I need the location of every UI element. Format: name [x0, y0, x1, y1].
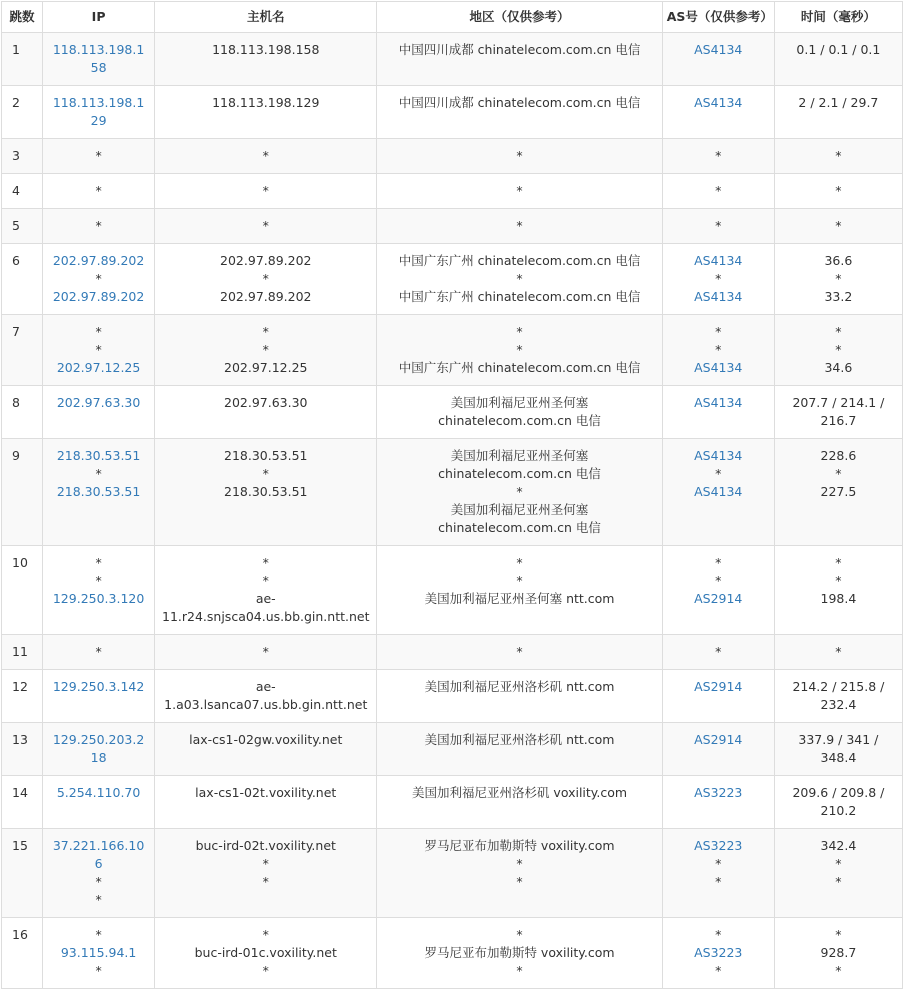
location-cell: [377, 33, 662, 86]
ip-value: *: [95, 218, 102, 233]
loc-value: *: [516, 856, 523, 871]
ip-value: *: [95, 555, 102, 570]
table-row: [2, 918, 903, 989]
ip-cell: [43, 546, 155, 635]
header-ip: IP: [43, 2, 155, 33]
as-cell: [662, 723, 774, 776]
location-cell: [377, 918, 662, 989]
host-value: *: [262, 218, 269, 233]
as-link[interactable]: AS4134: [694, 95, 743, 110]
time-value: 337.9 / 341 / 348.4: [798, 732, 879, 765]
table-row: [2, 635, 903, 670]
ip-value: *: [95, 183, 102, 198]
location-cell: [377, 776, 662, 829]
time-cell: [774, 244, 902, 315]
ip-link[interactable]: 5.254.110.70: [56, 785, 141, 800]
host-cell: [155, 209, 377, 244]
as-link[interactable]: AS4134: [694, 289, 743, 304]
host-cell: [155, 546, 377, 635]
ip-link[interactable]: 218.30.53.51: [56, 484, 141, 499]
time-value: *: [835, 271, 842, 286]
time-value: 209.6 / 209.8 / 210.2: [792, 785, 885, 818]
table-row: [2, 546, 903, 635]
host-cell: [155, 439, 377, 546]
loc-value: *: [516, 484, 523, 499]
location-cell: [377, 635, 662, 670]
as-cell: [662, 386, 774, 439]
time-cell: [774, 174, 902, 209]
host-value: *: [262, 324, 269, 339]
ip-link[interactable]: 93.115.94.1: [60, 945, 137, 960]
loc-value: 中国四川成都 chinatelecom.com.cn 电信: [398, 42, 641, 57]
loc-value: 美国加利福尼亚州圣何塞 ntt.com: [424, 591, 615, 606]
ip-cell: [43, 829, 155, 918]
time-value: *: [835, 856, 842, 871]
host-value: *: [262, 466, 269, 481]
hop-cell: 7: [2, 315, 43, 386]
host-cell: [155, 86, 377, 139]
as-link[interactable]: AS4134: [694, 395, 743, 410]
host-cell: [155, 723, 377, 776]
location-cell: [377, 386, 662, 439]
time-value: 2 / 2.1 / 29.7: [798, 95, 879, 110]
as-value: *: [715, 183, 722, 198]
host-cell: [155, 670, 377, 723]
as-link[interactable]: AS4134: [694, 253, 743, 268]
ip-link[interactable]: 118.113.198.129: [52, 95, 145, 128]
time-value: 0.1 / 0.1 / 0.1: [796, 42, 881, 57]
as-value: *: [715, 271, 722, 286]
hop-cell: 8: [2, 386, 43, 439]
host-value: ae-1.a03.lsanca07.us.bb.gin.ntt.net: [164, 679, 368, 712]
ip-value: *: [95, 148, 102, 163]
ip-cell: [43, 776, 155, 829]
hop-cell: 10: [2, 546, 43, 635]
host-value: buc-ird-02t.voxility.net: [195, 838, 336, 853]
table-row: [2, 174, 903, 209]
time-cell: [774, 439, 902, 546]
loc-value: 中国广东广州 chinatelecom.com.cn 电信: [398, 360, 641, 375]
time-cell: [774, 33, 902, 86]
header-hop: 跳数: [2, 2, 43, 33]
host-value: *: [262, 342, 269, 357]
time-cell: [774, 139, 902, 174]
loc-value: *: [516, 218, 523, 233]
time-cell: [774, 670, 902, 723]
time-value: *: [835, 324, 842, 339]
host-value: *: [262, 573, 269, 588]
as-value: *: [715, 324, 722, 339]
hop-cell: 16: [2, 918, 43, 989]
host-value: *: [262, 555, 269, 570]
as-link[interactable]: AS2914: [694, 732, 743, 747]
table-row: [2, 139, 903, 174]
loc-value: *: [516, 148, 523, 163]
hop-cell: 15: [2, 829, 43, 918]
location-cell: [377, 439, 662, 546]
as-cell: [662, 33, 774, 86]
ip-link[interactable]: 202.97.89.202: [52, 253, 145, 268]
host-value: *: [262, 963, 269, 978]
host-value: lax-cs1-02gw.voxility.net: [189, 732, 343, 747]
time-cell: [774, 209, 902, 244]
table-row: [2, 776, 903, 829]
loc-value: *: [516, 324, 523, 339]
host-value: 202.97.89.202: [220, 253, 312, 268]
time-value: *: [835, 555, 842, 570]
as-cell: [662, 174, 774, 209]
time-value: 342.4: [820, 838, 857, 853]
host-value: ae-11.r24.snjsca04.us.bb.gin.ntt.net: [162, 591, 370, 624]
time-value: *: [835, 927, 842, 942]
ip-cell: [43, 244, 155, 315]
as-cell: [662, 635, 774, 670]
as-link[interactable]: AS4134: [694, 42, 743, 57]
as-cell: [662, 670, 774, 723]
loc-value: *: [516, 927, 523, 942]
as-link[interactable]: AS3223: [694, 838, 743, 853]
ip-value: *: [95, 644, 102, 659]
host-value: *: [262, 927, 269, 942]
table-row: [2, 315, 903, 386]
time-value: 33.2: [824, 289, 853, 304]
ip-cell: [43, 439, 155, 546]
as-value: *: [715, 644, 722, 659]
host-value: lax-cs1-02t.voxility.net: [195, 785, 337, 800]
loc-value: *: [516, 342, 523, 357]
ip-value: *: [95, 927, 102, 942]
time-value: 214.2 / 215.8 / 232.4: [792, 679, 885, 712]
table-header-row: [2, 2, 903, 33]
ip-cell: [43, 33, 155, 86]
loc-value: *: [516, 271, 523, 286]
host-cell: [155, 918, 377, 989]
host-cell: [155, 174, 377, 209]
ip-link[interactable]: 202.97.89.202: [52, 289, 145, 304]
ip-cell: [43, 315, 155, 386]
time-value: *: [835, 644, 842, 659]
time-cell: [774, 635, 902, 670]
ip-value: *: [95, 342, 102, 357]
loc-value: 罗马尼亚布加勒斯特 voxility.com: [424, 945, 615, 960]
ip-cell: [43, 723, 155, 776]
header-host: 主机名: [155, 2, 377, 33]
host-cell: [155, 315, 377, 386]
hop-cell: 2: [2, 86, 43, 139]
as-cell: [662, 829, 774, 918]
time-value: 34.6: [824, 360, 853, 375]
location-cell: [377, 723, 662, 776]
time-value: 227.5: [820, 484, 857, 499]
table-body: [2, 33, 903, 989]
host-cell: [155, 139, 377, 174]
loc-value: 中国广东广州 chinatelecom.com.cn 电信: [398, 289, 641, 304]
ip-value: *: [95, 466, 102, 481]
hop-cell: 4: [2, 174, 43, 209]
ip-cell: [43, 174, 155, 209]
loc-value: 罗马尼亚布加勒斯特 voxility.com: [424, 838, 615, 853]
ip-link[interactable]: 129.250.3.120: [52, 591, 145, 606]
as-cell: [662, 86, 774, 139]
location-cell: [377, 829, 662, 918]
time-value: *: [835, 148, 842, 163]
host-value: *: [262, 183, 269, 198]
host-value: 202.97.12.25: [224, 360, 308, 375]
as-cell: [662, 244, 774, 315]
loc-value: 美国加利福尼亚州洛杉矶 ntt.com: [424, 679, 615, 694]
hop-cell: 3: [2, 139, 43, 174]
hop-cell: 6: [2, 244, 43, 315]
host-value: *: [262, 271, 269, 286]
table-row: [2, 209, 903, 244]
as-cell: [662, 209, 774, 244]
ip-link[interactable]: 37.221.166.106: [52, 838, 145, 871]
loc-value: *: [516, 644, 523, 659]
ip-cell: [43, 635, 155, 670]
host-value: buc-ird-01c.voxility.net: [194, 945, 337, 960]
host-cell: [155, 829, 377, 918]
ip-value: *: [95, 892, 102, 907]
table-row: [2, 386, 903, 439]
time-value: 928.7: [820, 945, 857, 960]
as-link[interactable]: AS2914: [694, 679, 743, 694]
ip-value: *: [95, 963, 102, 978]
as-value: *: [715, 573, 722, 588]
host-value: 118.113.198.129: [212, 95, 320, 110]
host-value: 202.97.63.30: [224, 395, 308, 410]
ip-link[interactable]: 202.97.63.30: [56, 395, 141, 410]
location-cell: [377, 174, 662, 209]
as-link[interactable]: AS3223: [694, 945, 743, 960]
host-value: 118.113.198.158: [212, 42, 320, 57]
host-value: *: [262, 856, 269, 871]
loc-value: *: [516, 573, 523, 588]
ip-link[interactable]: 118.113.198.158: [52, 42, 145, 75]
host-value: 218.30.53.51: [224, 484, 308, 499]
as-value: *: [715, 466, 722, 481]
time-value: *: [835, 342, 842, 357]
ip-link[interactable]: 129.250.203.218: [52, 732, 145, 765]
time-value: *: [835, 963, 842, 978]
table-row: [2, 723, 903, 776]
location-cell: [377, 546, 662, 635]
ip-cell: [43, 918, 155, 989]
ip-value: *: [95, 271, 102, 286]
time-value: *: [835, 573, 842, 588]
host-value: *: [262, 644, 269, 659]
table-row: [2, 86, 903, 139]
host-cell: [155, 635, 377, 670]
as-link[interactable]: AS4134: [694, 448, 743, 463]
as-value: *: [715, 963, 722, 978]
time-cell: [774, 723, 902, 776]
host-value: 202.97.89.202: [220, 289, 312, 304]
as-value: *: [715, 856, 722, 871]
as-link[interactable]: AS2914: [694, 591, 743, 606]
header-time: 时间（毫秒）: [774, 2, 902, 33]
table-row: [2, 244, 903, 315]
as-value: *: [715, 555, 722, 570]
time-value: 198.4: [820, 591, 857, 606]
hop-cell: 5: [2, 209, 43, 244]
hop-cell: 9: [2, 439, 43, 546]
loc-value: *: [516, 963, 523, 978]
time-cell: [774, 829, 902, 918]
time-value: *: [835, 874, 842, 889]
table-row: [2, 829, 903, 918]
time-value: *: [835, 183, 842, 198]
as-value: *: [715, 874, 722, 889]
host-value: *: [262, 874, 269, 889]
ip-cell: [43, 670, 155, 723]
ip-link[interactable]: 129.250.3.142: [52, 679, 145, 694]
header-location: 地区（仅供参考）: [377, 2, 662, 33]
hop-cell: 11: [2, 635, 43, 670]
host-cell: [155, 244, 377, 315]
loc-value: *: [516, 874, 523, 889]
hop-cell: 12: [2, 670, 43, 723]
hop-cell: 1: [2, 33, 43, 86]
host-cell: [155, 776, 377, 829]
location-cell: [377, 315, 662, 386]
host-cell: [155, 386, 377, 439]
ip-value: *: [95, 874, 102, 889]
host-value: *: [262, 148, 269, 163]
loc-value: 中国四川成都 chinatelecom.com.cn 电信: [398, 95, 641, 110]
table-row: [2, 33, 903, 86]
time-value: 207.7 / 214.1 / 216.7: [792, 395, 885, 428]
as-cell: [662, 546, 774, 635]
host-cell: [155, 33, 377, 86]
as-cell: [662, 139, 774, 174]
location-cell: [377, 244, 662, 315]
loc-value: *: [516, 555, 523, 570]
as-cell: [662, 439, 774, 546]
time-value: 36.6: [824, 253, 853, 268]
as-link[interactable]: AS4134: [694, 360, 743, 375]
location-cell: [377, 670, 662, 723]
time-cell: [774, 918, 902, 989]
loc-value: 美国加利福尼亚州圣何塞 chinatelecom.com.cn 电信: [438, 448, 601, 481]
ip-cell: [43, 86, 155, 139]
as-cell: [662, 315, 774, 386]
as-cell: [662, 918, 774, 989]
host-value: 218.30.53.51: [224, 448, 308, 463]
ip-cell: [43, 386, 155, 439]
ip-cell: [43, 139, 155, 174]
as-value: *: [715, 927, 722, 942]
time-cell: [774, 86, 902, 139]
loc-value: 美国加利福尼亚州圣何塞 chinatelecom.com.cn 电信: [438, 395, 601, 428]
as-value: *: [715, 342, 722, 357]
ip-value: *: [95, 324, 102, 339]
as-link[interactable]: AS3223: [694, 785, 743, 800]
ip-cell: [43, 209, 155, 244]
loc-value: 美国加利福尼亚州圣何塞 chinatelecom.com.cn 电信: [438, 502, 601, 535]
as-value: *: [715, 218, 722, 233]
time-value: *: [835, 218, 842, 233]
time-value: *: [835, 466, 842, 481]
time-cell: [774, 315, 902, 386]
as-value: *: [715, 148, 722, 163]
table-row: [2, 439, 903, 546]
time-cell: [774, 776, 902, 829]
ip-link[interactable]: 218.30.53.51: [56, 448, 141, 463]
loc-value: *: [516, 183, 523, 198]
time-value: 228.6: [820, 448, 857, 463]
location-cell: [377, 86, 662, 139]
hop-cell: 13: [2, 723, 43, 776]
ip-value: *: [95, 573, 102, 588]
hop-cell: 14: [2, 776, 43, 829]
table-row: [2, 670, 903, 723]
as-cell: [662, 776, 774, 829]
header-as: AS号（仅供参考）: [662, 2, 774, 33]
time-cell: [774, 546, 902, 635]
as-link[interactable]: AS4134: [694, 484, 743, 499]
loc-value: 美国加利福尼亚州洛杉矶 ntt.com: [424, 732, 615, 747]
time-cell: [774, 386, 902, 439]
traceroute-table: [1, 1, 903, 989]
location-cell: [377, 139, 662, 174]
loc-value: 中国广东广州 chinatelecom.com.cn 电信: [398, 253, 641, 268]
location-cell: [377, 209, 662, 244]
ip-link[interactable]: 202.97.12.25: [56, 360, 141, 375]
loc-value: 美国加利福尼亚州洛杉矶 voxility.com: [411, 785, 628, 800]
